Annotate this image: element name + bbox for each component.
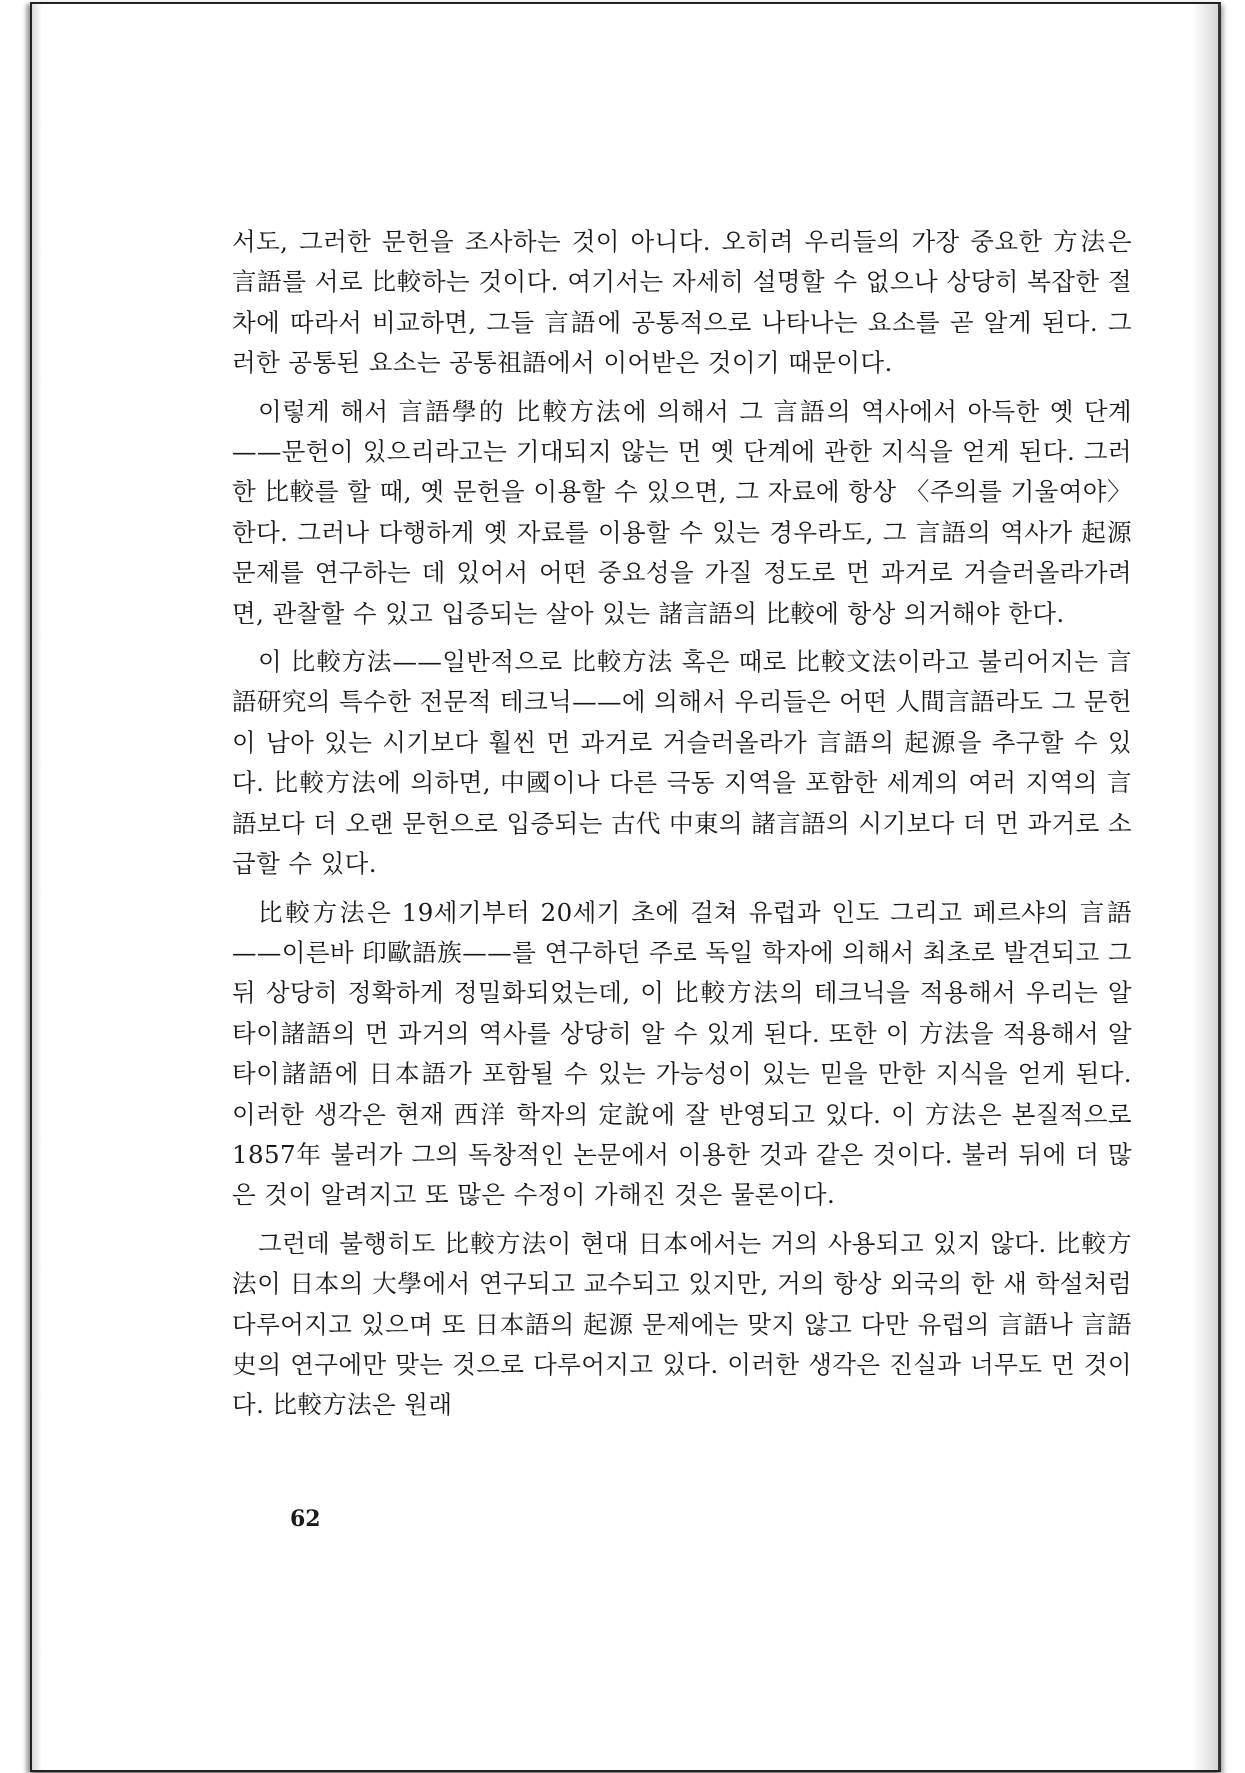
page-edge-shadow bbox=[1192, 4, 1218, 1770]
paragraph: 이 比較方法——일반적으로 比較方法 혹은 때로 比較文法이라고 불리어지는 言語研究의 특수한 전문적 테크닉——에 의해서 우리들은 어떤 人間言語라도 그 문헌이 남아 있는 시기보다 훨씬 먼 과거로 거슬러올라가 言語의 起源을 추구할 수 있다. 比較方法에 의하면, 中國이나 다른 극동 지역을 포함한 세계의 여러 지역의 言語보다 더 오랜 문헌으로 입증되는 古代 中東의 諸言語의 시기보다 더 먼 과거로 소급할 수 있다. bbox=[232, 647, 1132, 879]
paragraph: 그런데 불행히도 比較方法이 현대 日本에서는 거의 사용되고 있지 않다. 比較方法이 日本의 大學에서 연구되고 교수되고 있지만, 거의 항상 외국의 한 새 학설처럼 다루어지고 있으며 또 日本語의 起源 문제에는 맞지 않고 다만 유럽의 言語나 言語史의 연구에만 맞는 것으로 다루어지고 있다. 이러한 생각은 진실과 너무도 먼 것이다. 比較方法은 원래 bbox=[232, 1228, 1132, 1420]
paragraph: 이렇게 해서 言語學的 比較方法에 의해서 그 言語의 역사에서 아득한 옛 단계——문헌이 있으리라고는 기대되지 않는 먼 옛 단계에 관한 지식을 얻게 된다. 그러한 比較를 할 때, 옛 문헌을 이용할 수 있으면, 그 자료에 항상 〈주의를 기울여야〉 한다. 그러나 다행하게 옛 자료를 이용할 수 있는 경우라도, 그 言語의 역사가 起源 문제를 연구하는 데 있어서 어떤 중요성을 가질 정도로 먼 과거로 거슬러올라가려면, 관찰할 수 있고 입증되는 살아 있는 諸言語의 比較에 항상 의거해야 한다. bbox=[232, 396, 1132, 628]
page-number: 62 bbox=[290, 1506, 321, 1532]
page-gutter bbox=[32, 4, 42, 1770]
paragraph-continued: 서도, 그러한 문헌을 조사하는 것이 아니다. 오히려 우리들의 가장 중요한 方法은 言語를 서로 比較하는 것이다. 여기서는 자세히 설명할 수 없으나 상당히 복잡한 절차에 따라서 비교하면, 그들 言語에 공통적으로 나타나는 요소를 곧 알게 된다. 그러한 공통된 요소는 공통祖語에서 이어받은 것이기 때문이다. bbox=[232, 227, 1132, 378]
body-text bbox=[232, 222, 1132, 1426]
paragraph: 比較方法은 19세기부터 20세기 초에 걸쳐 유럽과 인도 그리고 페르샤의 言語——이른바 印歐語族——를 연구하던 주로 독일 학자에 의해서 최초로 발견되고 그 뒤 상당히 정확하게 정밀화되었는데, 이 比較方法의 테크닉을 적용해서 우리는 알타이諸語의 먼 과거의 역사를 상당히 알 수 있게 된다. 또한 이 方法을 적용해서 알타이諸語에 日本語가 포함될 수 있는 가능성이 있는 믿을 만한 지식을 얻게 된다. 이러한 생각은 현재 西洋 학자의 定說에 잘 반영되고 있다. 이 方法은 본질적으로 1857年 불러가 그의 독창적인 논문에서 이용한 것과 같은 것이다. 불러 뒤에 더 많은 것이 알려지고 또 많은 수정이 가해진 것은 물론이다. bbox=[232, 897, 1132, 1210]
